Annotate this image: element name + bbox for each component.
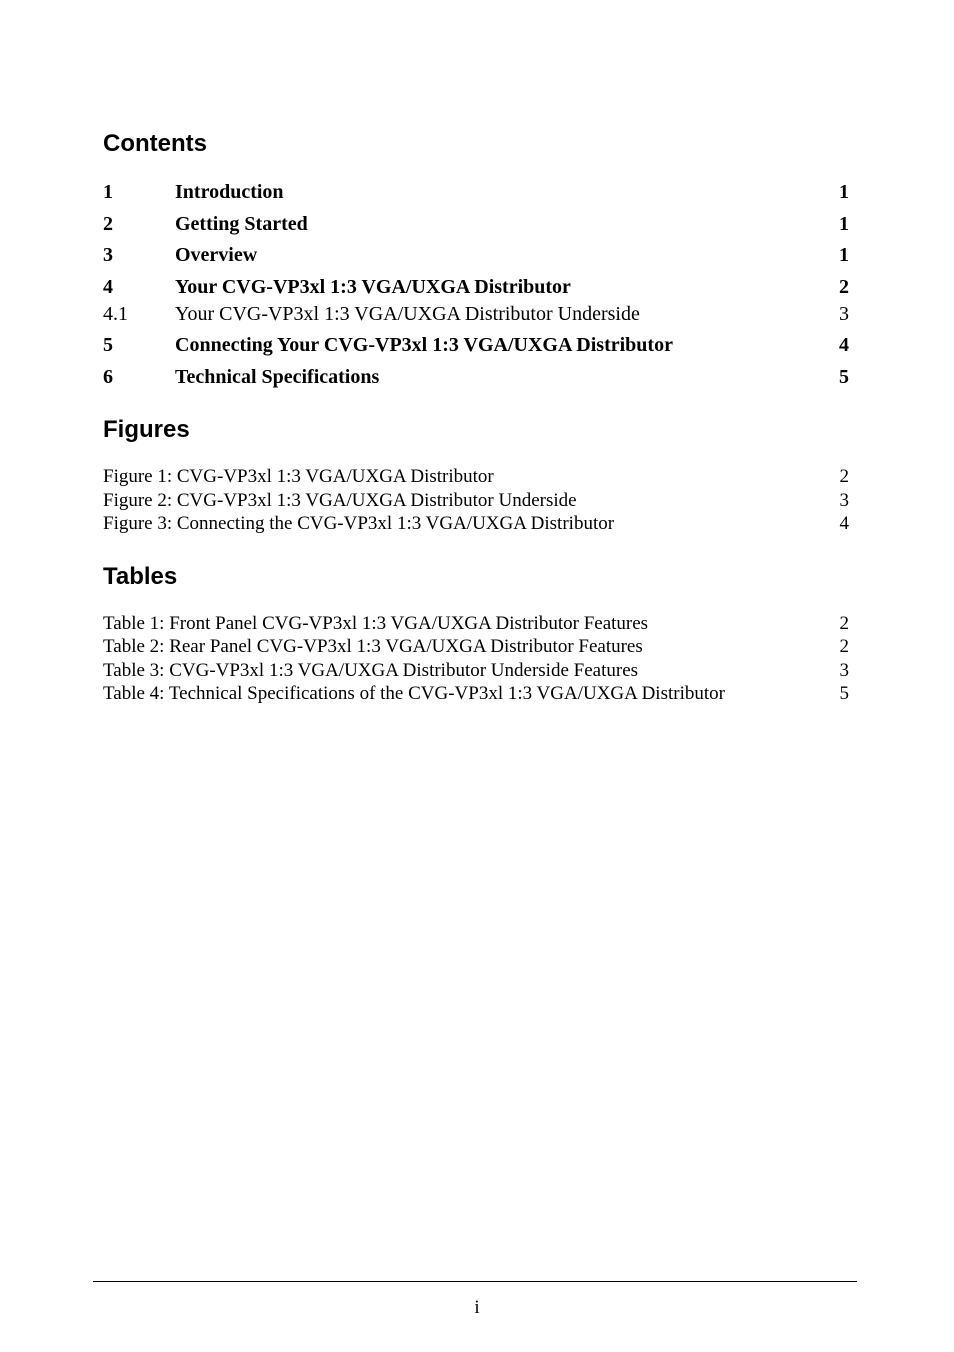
figure-page: 3: [839, 490, 849, 511]
table-list-item[interactable]: [103, 635, 849, 659]
toc-entry[interactable]: [103, 364, 849, 390]
figure-list-item[interactable]: [103, 512, 849, 536]
table-page: 5: [839, 683, 849, 704]
toc-entry-number: 2: [103, 213, 113, 235]
table-title: Table 1: Front Panel CVG-VP3xl 1:3 VGA/UXGA Distributor Features: [103, 613, 649, 634]
table-page: 2: [839, 613, 849, 634]
table-list-item[interactable]: [103, 612, 849, 636]
figure-list-item[interactable]: [103, 465, 849, 489]
toc-entry-number: 4.1: [103, 303, 128, 325]
figure-page: 4: [839, 513, 849, 534]
toc-entry-number: 1: [103, 181, 113, 203]
toc-entry-number: 4: [103, 276, 113, 298]
footer-divider: [93, 1281, 857, 1282]
toc-entry-title: Overview: [175, 244, 258, 266]
toc-entry-number: 3: [103, 244, 113, 266]
figure-title: Figure 3: Connecting the CVG-VP3xl 1:3 VGA/UXGA Distributor: [103, 513, 615, 534]
toc-entry-page: 4: [839, 334, 849, 356]
toc-entry-number: 6: [103, 366, 113, 388]
figure-list-item[interactable]: [103, 489, 849, 513]
figure-title: Figure 2: CVG-VP3xl 1:3 VGA/UXGA Distributor Underside: [103, 490, 577, 511]
toc-entry-title: Connecting Your CVG-VP3xl 1:3 VGA/UXGA Distributor: [175, 334, 673, 356]
footer-page-number: i: [474, 1297, 480, 1318]
table-page: 3: [839, 660, 849, 681]
toc-entry-page: 5: [839, 366, 849, 388]
table-title: Table 2: Rear Panel CVG-VP3xl 1:3 VGA/UXGA Distributor Features: [103, 636, 643, 657]
toc-entry-page: 1: [839, 181, 849, 203]
figure-page: 2: [839, 466, 849, 487]
toc-entry-page: 3: [839, 303, 849, 325]
figures-heading: Figures: [103, 416, 190, 443]
toc-entry-page: 1: [839, 213, 849, 235]
toc-entry-title: Introduction: [175, 181, 284, 203]
contents-heading: Contents: [103, 130, 207, 157]
table-list-item[interactable]: [103, 659, 849, 683]
toc-entry[interactable]: [103, 242, 849, 268]
table-title: Table 4: Technical Specifications of the CVG-VP3xl 1:3 VGA/UXGA Distributor: [103, 683, 725, 704]
toc-entry-number: 5: [103, 334, 113, 356]
toc-entry-title: Technical Specifications: [175, 366, 380, 388]
toc-entry-page: 2: [839, 276, 849, 298]
toc-entry[interactable]: [103, 332, 849, 358]
table-page: 2: [839, 636, 849, 657]
toc-entry-page: 1: [839, 244, 849, 266]
toc-entry[interactable]: [103, 179, 849, 205]
figure-title: Figure 1: CVG-VP3xl 1:3 VGA/UXGA Distributor: [103, 466, 494, 487]
table-title: Table 3: CVG-VP3xl 1:3 VGA/UXGA Distributor Underside Features: [103, 660, 639, 681]
toc-entry-title: Getting Started: [175, 213, 308, 235]
toc-entry-title: Your CVG-VP3xl 1:3 VGA/UXGA Distributor Underside: [175, 303, 640, 325]
toc-entry[interactable]: [103, 274, 849, 300]
tables-heading: Tables: [103, 563, 178, 590]
toc-subentry[interactable]: [103, 301, 849, 327]
toc-entry[interactable]: [103, 211, 849, 237]
toc-entry-title: Your CVG-VP3xl 1:3 VGA/UXGA Distributor: [175, 276, 571, 298]
table-list-item[interactable]: [103, 682, 849, 706]
